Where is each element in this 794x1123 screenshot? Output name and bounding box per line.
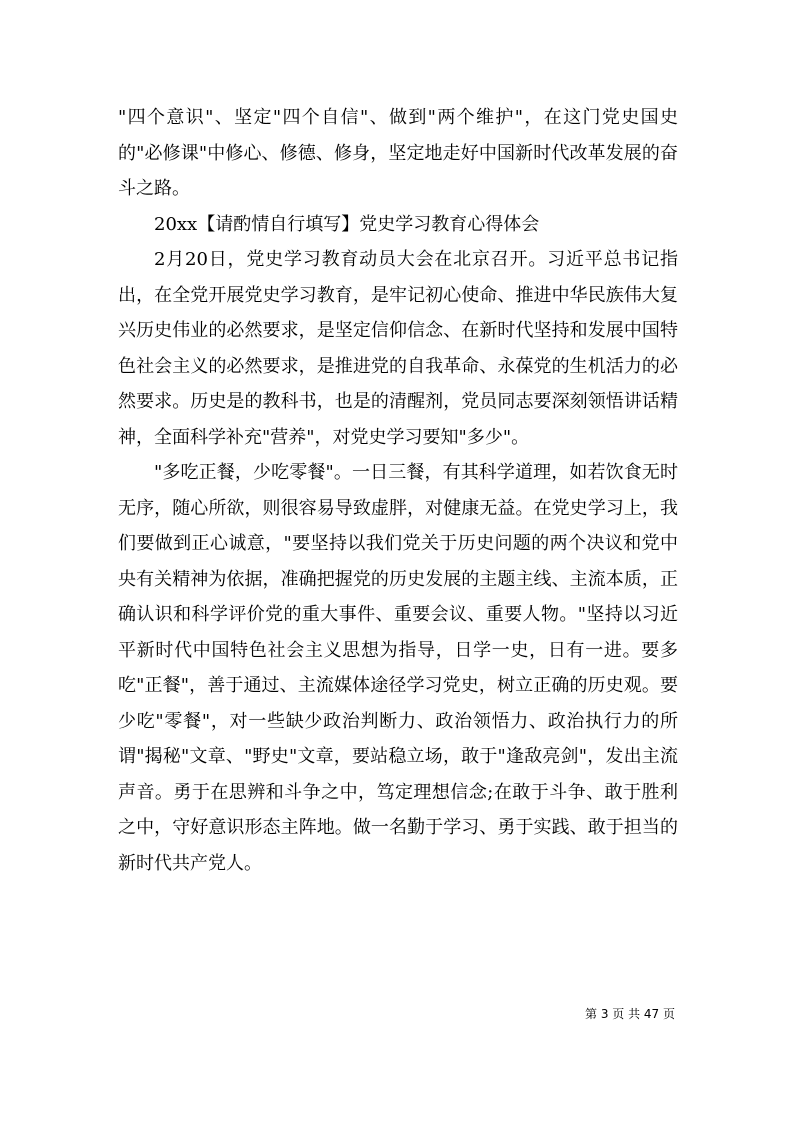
section-heading: 20xx【请酌情自行填写】党史学习教育心得体会 [154,213,540,235]
paragraph-continuation: "四个意识"、坚定"四个自信"、做到"两个维护"，在这门党史国史的"必修课"中修心、修德、修身，坚定地走好中国新时代改革发展的奋斗之路。 [118,107,678,199]
page-number-footer: 第 3 页 共 47 页 [585,1007,675,1021]
paragraph: "多吃正餐，少吃零餐"。一日三餐，有其科学道理，如若饮食无时无序，随心所欲，则很容易导致虚胖，对健康无益。在党史学习上，我们要做到正心诚意，"要坚持以我们党关于历史问题的两个决议和党中央有关精神为依据，准确把握党的历史发展的主题主线、主流本质，正确认识和科学评价党的重大事件、重要会议、重要人物。"坚持以习近平新时代中国特色社会主义思想为指导，日学一史，日有一进。要多吃"正餐"，善于通过、主流媒体途径学习党史，树立正确的历史观。要少吃"零餐"，对一些缺少政治判断力、政治领悟力、政治执行力的所谓"揭秘"文章、"野史"文章，要站稳立场，敢于"逢敌亮剑"，发出主流声音。勇于在思辨和斗争之中，笃定理想信念;在敢于斗争、敢于胜利之中，守好意识形态主阵地。做一名勤于学习、勇于实践、敢于担当的新时代共产党人。 [118,462,678,874]
document-body [118,100,678,881]
paragraph: 2月20日，党史学习教育动员大会在北京召开。习近平总书记指出，在全党开展党史学习教育，是牢记初心使命、推进中华民族伟大复兴历史伟业的必然要求，是坚定信仰信念、在新时代坚持和发展中国特色社会主义的必然要求，是推进党的自我革命、永葆党的生机活力的必然要求。历史是的教科书，也是的清醒剂，党员同志要深刻领悟讲话精神，全面科学补充"营养"，对党史学习要知"多少"。 [118,249,678,448]
